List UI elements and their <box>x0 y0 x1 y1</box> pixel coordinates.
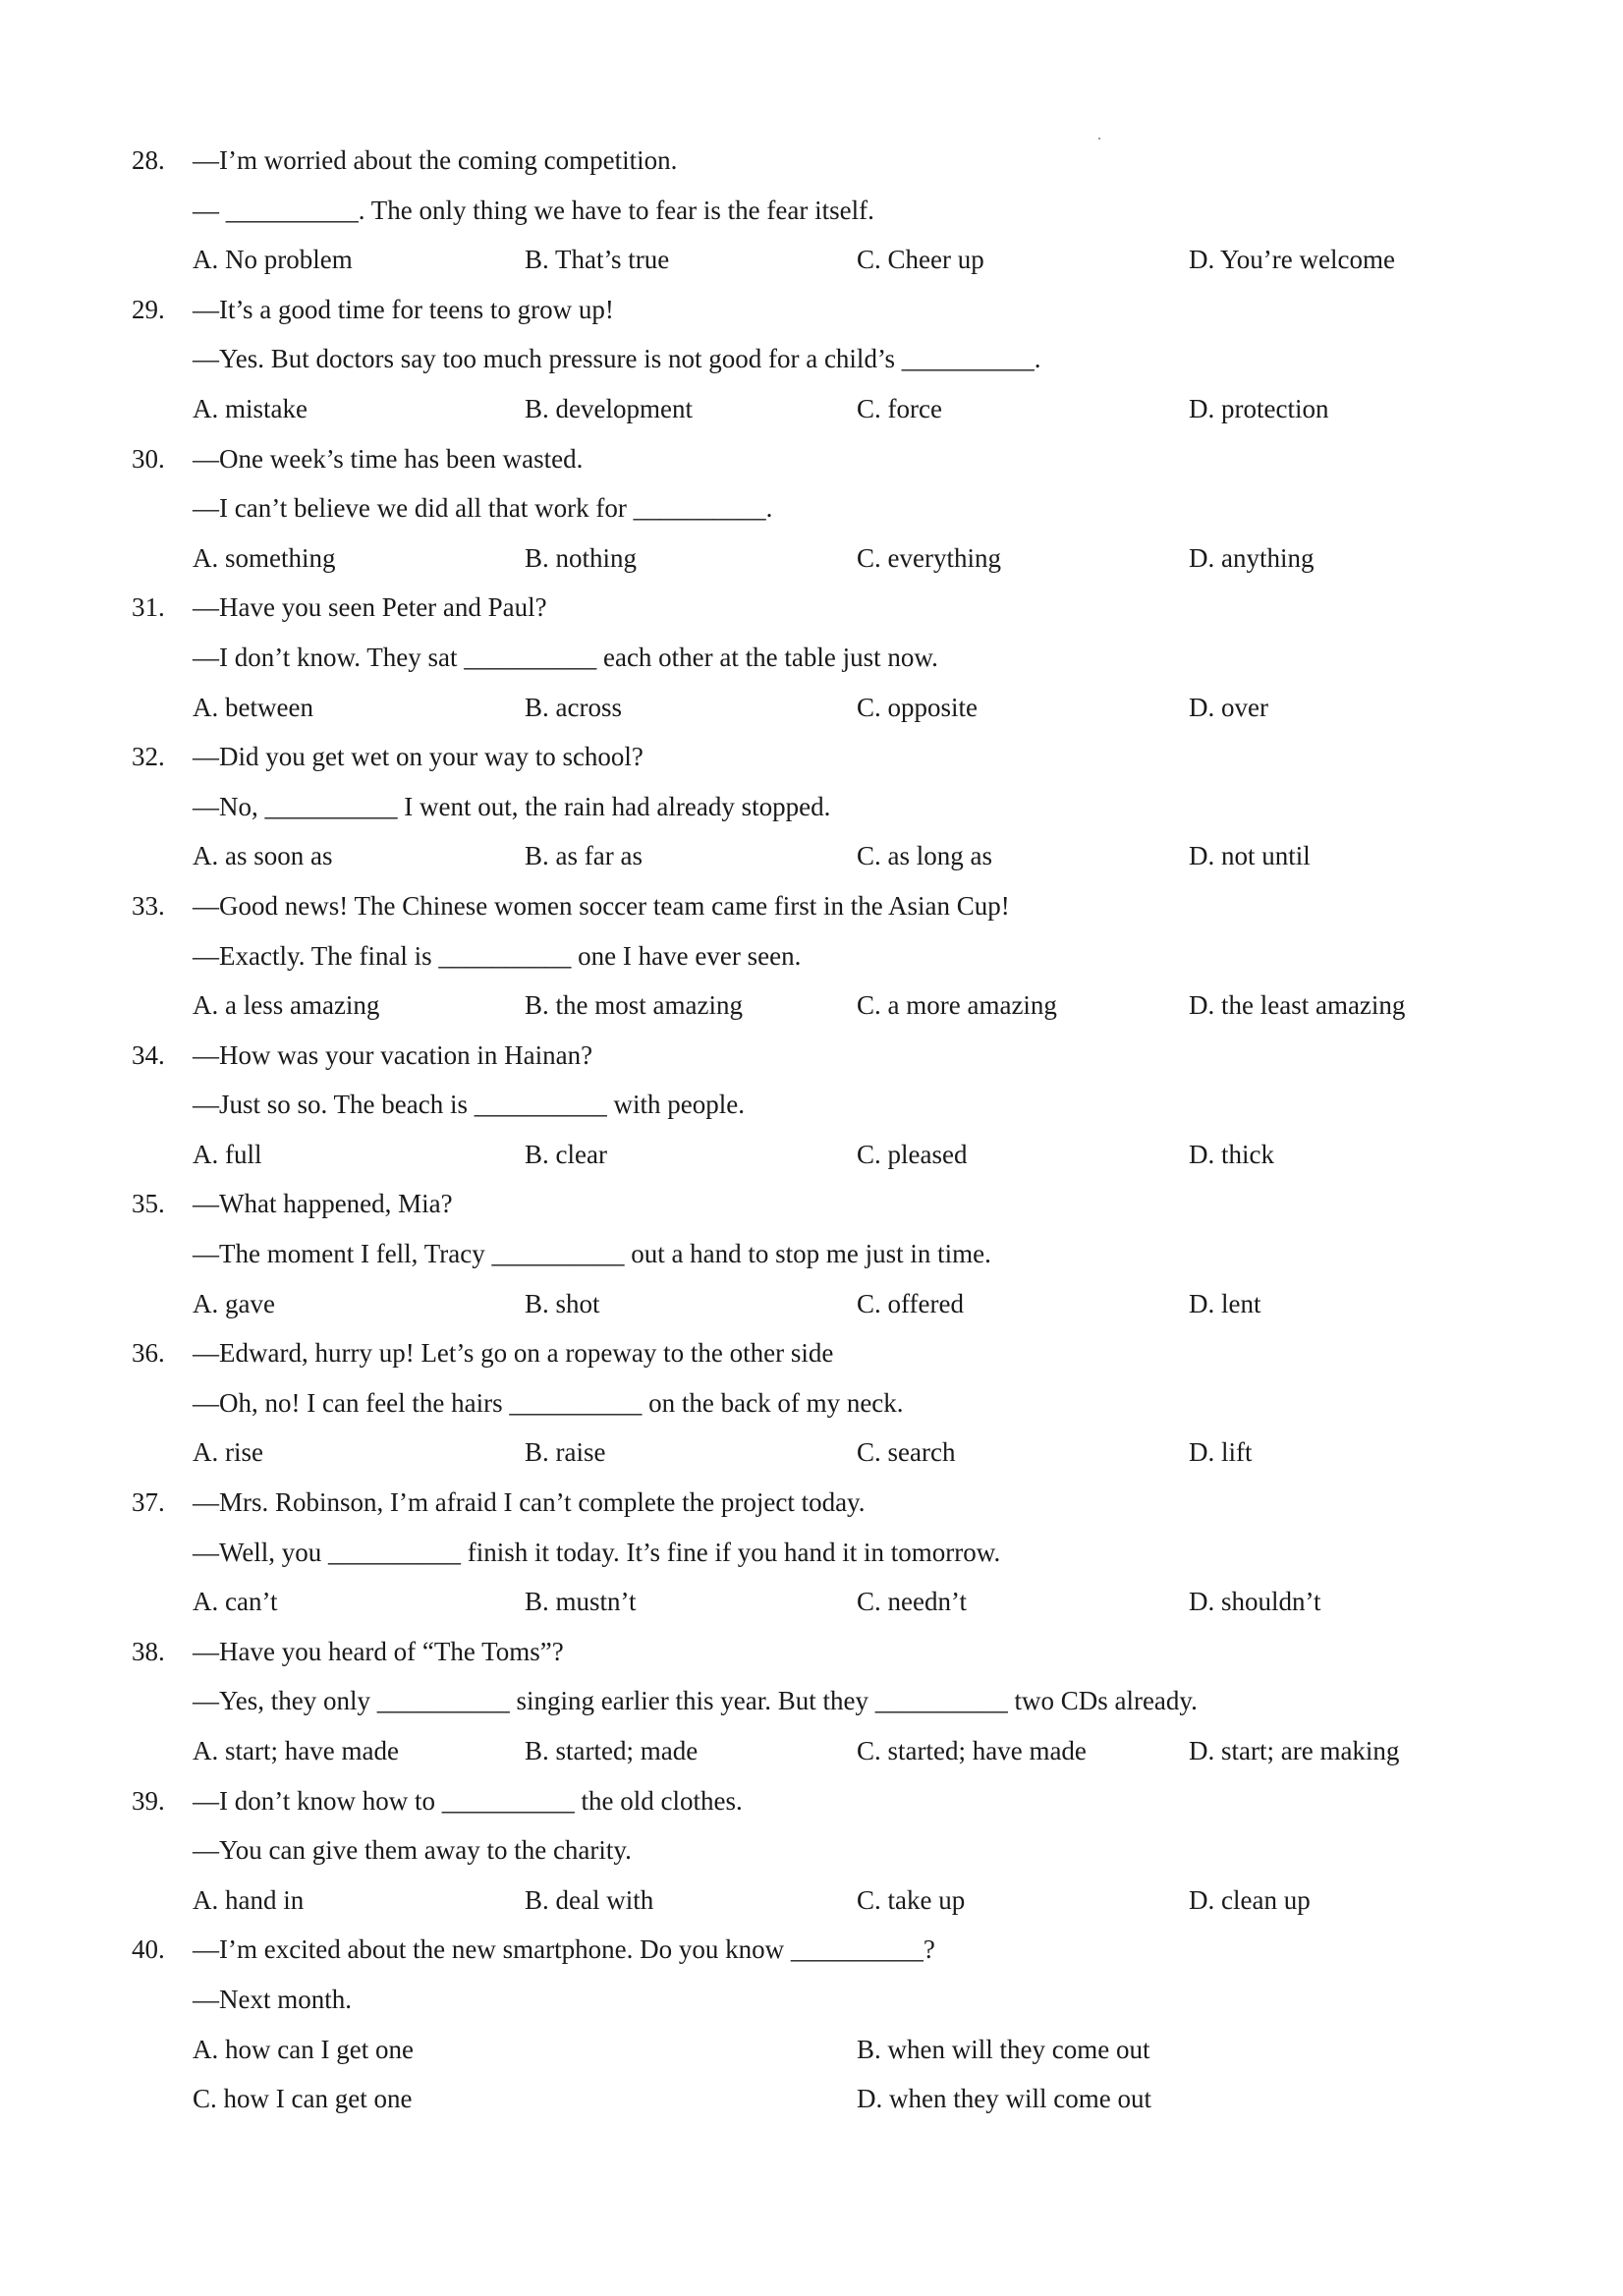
dialogue-prompt: —How was your vacation in Hainan? <box>193 1039 593 1070</box>
options-row <box>132 533 1507 584</box>
dialogue-prompt: —Mrs. Robinson, I’m afraid I can’t complete the project today. <box>193 1487 866 1518</box>
question-number: 30. <box>132 443 165 474</box>
answer-option-d[interactable]: D. the least amazing <box>1189 990 1406 1021</box>
options-row <box>132 2074 1507 2124</box>
answer-option-c[interactable]: C. take up <box>857 1884 966 1915</box>
question-line <box>132 483 1507 533</box>
answer-option-d[interactable]: D. over <box>1189 692 1268 722</box>
answer-option-b[interactable]: B. mustn’t <box>525 1587 637 1617</box>
dialogue-response: —No, __________ I went out, the rain had already stopped. <box>193 791 831 821</box>
dialogue-response: —I can’t believe we did all that work for __________. <box>193 493 773 524</box>
options-row <box>132 1876 1507 1926</box>
answer-option-c[interactable]: C. how I can get one <box>193 2084 413 2114</box>
dialogue-prompt: —I don’t know how to __________ the old clothes. <box>193 1785 743 1816</box>
answer-options <box>193 384 1470 434</box>
answer-option-b[interactable]: B. shot <box>525 1288 600 1318</box>
question-line <box>132 136 1507 186</box>
question-line <box>132 1776 1507 1826</box>
question-number: 33. <box>132 890 165 921</box>
options-row <box>132 235 1507 285</box>
dialogue-prompt: —I’m excited about the new smartphone. Do you know __________? <box>193 1934 935 1965</box>
answer-options <box>193 2025 1470 2075</box>
answer-option-a[interactable]: A. rise <box>193 1437 263 1468</box>
question-line <box>132 1528 1507 1578</box>
answer-option-b[interactable]: B. development <box>525 393 693 423</box>
answer-option-c[interactable]: C. Cheer up <box>857 245 984 275</box>
question-line <box>132 1627 1507 1677</box>
question-number: 36. <box>132 1338 165 1369</box>
question-number: 31. <box>132 592 165 623</box>
answer-option-b[interactable]: B. across <box>525 692 622 722</box>
answer-option-b[interactable]: B. clear <box>525 1139 607 1169</box>
answer-option-a[interactable]: A. hand in <box>193 1884 305 1915</box>
answer-option-d[interactable]: D. anything <box>1189 542 1315 573</box>
answer-option-a[interactable]: A. mistake <box>193 393 308 423</box>
answer-option-c[interactable]: C. opposite <box>857 692 979 722</box>
dialogue-prompt: —It’s a good time for teens to grow up! <box>193 294 614 324</box>
question-line <box>132 186 1507 236</box>
answer-option-d[interactable]: D. when they will come out <box>857 2084 1151 2114</box>
answer-option-d[interactable]: D. clean up <box>1189 1884 1311 1915</box>
question-line <box>132 434 1507 484</box>
question-40 <box>132 1925 1507 2123</box>
question-number: 38. <box>132 1636 165 1666</box>
answer-option-b[interactable]: B. raise <box>525 1437 606 1468</box>
answer-option-c[interactable]: C. search <box>857 1437 956 1468</box>
answer-option-b[interactable]: B. when will they come out <box>857 2034 1150 2064</box>
dialogue-prompt: —Have you seen Peter and Paul? <box>193 592 547 623</box>
question-line <box>132 285 1507 335</box>
answer-option-b[interactable]: B. as far as <box>525 841 643 871</box>
question-number: 32. <box>132 742 165 772</box>
dialogue-prompt: —Edward, hurry up! Let’s go on a ropeway to the other side <box>193 1338 834 1369</box>
answer-options <box>193 831 1470 881</box>
answer-options <box>193 1130 1470 1180</box>
question-line <box>132 732 1507 782</box>
answer-option-a[interactable]: A. between <box>193 692 313 722</box>
question-38 <box>132 1627 1507 1776</box>
answer-options <box>193 2074 1470 2124</box>
dialogue-prompt: —I’m worried about the coming competition. <box>193 145 678 175</box>
question-line <box>132 1825 1507 1876</box>
answer-option-d[interactable]: D. You’re welcome <box>1189 245 1395 275</box>
question-line <box>132 1080 1507 1130</box>
question-28 <box>132 136 1507 285</box>
dialogue-response: —You can give them away to the charity. <box>193 1835 632 1866</box>
dialogue-prompt: —Good news! The Chinese women soccer team came first in the Asian Cup! <box>193 890 1010 921</box>
answer-option-a[interactable]: A. a less amazing <box>193 990 380 1021</box>
question-line <box>132 1975 1507 2025</box>
options-row <box>132 2025 1507 2075</box>
answer-option-d[interactable]: D. lent <box>1189 1288 1261 1318</box>
question-31 <box>132 583 1507 732</box>
question-32 <box>132 732 1507 881</box>
options-row <box>132 384 1507 434</box>
question-36 <box>132 1328 1507 1478</box>
options-row <box>132 683 1507 733</box>
question-30 <box>132 434 1507 584</box>
question-33 <box>132 881 1507 1031</box>
answer-options <box>193 1876 1470 1926</box>
answer-option-a[interactable]: A. can’t <box>193 1587 278 1617</box>
dialogue-prompt: —Did you get wet on your way to school? <box>193 742 644 772</box>
answer-options <box>193 1726 1470 1776</box>
dialogue-response: —Next month. <box>193 1984 352 2014</box>
options-row <box>132 1726 1507 1776</box>
answer-option-c[interactable]: C. pleased <box>857 1139 968 1169</box>
answer-option-c[interactable]: C. started; have made <box>857 1736 1087 1765</box>
dialogue-prompt: —What happened, Mia? <box>193 1189 453 1219</box>
answer-option-b[interactable]: B. the most amazing <box>525 990 743 1021</box>
answer-option-b[interactable]: B. deal with <box>525 1884 654 1915</box>
question-line <box>132 1328 1507 1378</box>
question-line <box>132 1378 1507 1428</box>
question-line <box>132 633 1507 683</box>
question-line <box>132 1031 1507 1081</box>
answer-options <box>193 1428 1470 1478</box>
question-34 <box>132 1031 1507 1180</box>
dialogue-prompt: —Have you heard of “The Toms”? <box>193 1636 564 1666</box>
answer-options <box>193 533 1470 584</box>
dialogue-response: — __________. The only thing we have to fear is the fear itself. <box>193 195 874 225</box>
question-number: 34. <box>132 1039 165 1070</box>
question-39 <box>132 1776 1507 1926</box>
options-row <box>132 1130 1507 1180</box>
question-line <box>132 583 1507 633</box>
answer-option-c[interactable]: C. as long as <box>857 841 992 871</box>
answer-option-c[interactable]: C. a more amazing <box>857 990 1057 1021</box>
answer-option-b[interactable]: B. started; made <box>525 1736 699 1765</box>
question-number: 28. <box>132 145 165 175</box>
answer-option-d[interactable]: D. lift <box>1189 1437 1253 1468</box>
answer-option-d[interactable]: D. not until <box>1189 841 1311 871</box>
options-row <box>132 1577 1507 1627</box>
answer-options <box>193 683 1470 733</box>
answer-option-c[interactable]: C. needn’t <box>857 1587 967 1617</box>
question-line <box>132 1229 1507 1279</box>
answer-option-d[interactable]: D. thick <box>1189 1139 1274 1169</box>
answer-option-b[interactable]: B. That’s true <box>525 245 670 275</box>
dialogue-response: —Oh, no! I can feel the hairs __________ on the back of my neck. <box>193 1387 904 1418</box>
answer-option-a[interactable]: A. something <box>193 542 336 573</box>
question-line <box>132 782 1507 832</box>
dialogue-response: —Exactly. The final is __________ one I have ever seen. <box>193 940 802 971</box>
answer-option-c[interactable]: C. force <box>857 393 942 423</box>
answer-option-d[interactable]: D. start; are making <box>1189 1736 1400 1765</box>
question-line <box>132 1925 1507 1975</box>
answer-option-a[interactable]: A. as soon as <box>193 841 333 871</box>
question-line <box>132 1179 1507 1229</box>
question-number: 37. <box>132 1487 165 1518</box>
answer-options <box>193 1279 1470 1329</box>
options-row <box>132 831 1507 881</box>
answer-options <box>193 1577 1470 1627</box>
options-row <box>132 1428 1507 1478</box>
answer-option-a[interactable]: A. how can I get one <box>193 2034 414 2064</box>
question-number: 39. <box>132 1785 165 1816</box>
answer-option-c[interactable]: C. everything <box>857 542 1001 573</box>
dialogue-response: —Yes, they only __________ singing earlier this year. But they __________ two CDs already. <box>193 1686 1198 1716</box>
dialogue-response: —Well, you __________ finish it today. It’s fine if you hand it in tomorrow. <box>193 1537 1001 1567</box>
answer-option-b[interactable]: B. nothing <box>525 542 638 573</box>
answer-option-d[interactable]: D. protection <box>1189 393 1329 423</box>
dialogue-response: —The moment I fell, Tracy __________ out a hand to stop me just in time. <box>193 1239 991 1269</box>
question-number: 29. <box>132 294 165 324</box>
answer-option-a[interactable]: A. start; have made <box>193 1736 399 1765</box>
question-line <box>132 1676 1507 1726</box>
question-list <box>132 136 1507 2124</box>
answer-option-a[interactable]: A. full <box>193 1139 262 1169</box>
answer-options <box>193 235 1470 285</box>
dialogue-prompt: —One week’s time has been wasted. <box>193 443 584 474</box>
answer-option-a[interactable]: A. gave <box>193 1288 275 1318</box>
question-number: 35. <box>132 1189 165 1219</box>
question-line <box>132 931 1507 981</box>
answer-option-d[interactable]: D. shouldn’t <box>1189 1587 1321 1617</box>
dialogue-response: —I don’t know. They sat __________ each other at the table just now. <box>193 642 938 672</box>
dialogue-response: —Yes. But doctors say too much pressure is not good for a child’s __________. <box>193 344 1041 374</box>
question-29 <box>132 285 1507 434</box>
question-37 <box>132 1478 1507 1627</box>
dialogue-response: —Just so so. The beach is __________ with people. <box>193 1090 745 1120</box>
question-line <box>132 881 1507 931</box>
question-35 <box>132 1179 1507 1328</box>
options-row <box>132 980 1507 1031</box>
question-line <box>132 334 1507 384</box>
answer-option-c[interactable]: C. offered <box>857 1288 964 1318</box>
answer-options <box>193 980 1470 1031</box>
question-number: 40. <box>132 1934 165 1965</box>
answer-option-a[interactable]: A. No problem <box>193 245 353 275</box>
question-line <box>132 1478 1507 1528</box>
options-row <box>132 1279 1507 1329</box>
